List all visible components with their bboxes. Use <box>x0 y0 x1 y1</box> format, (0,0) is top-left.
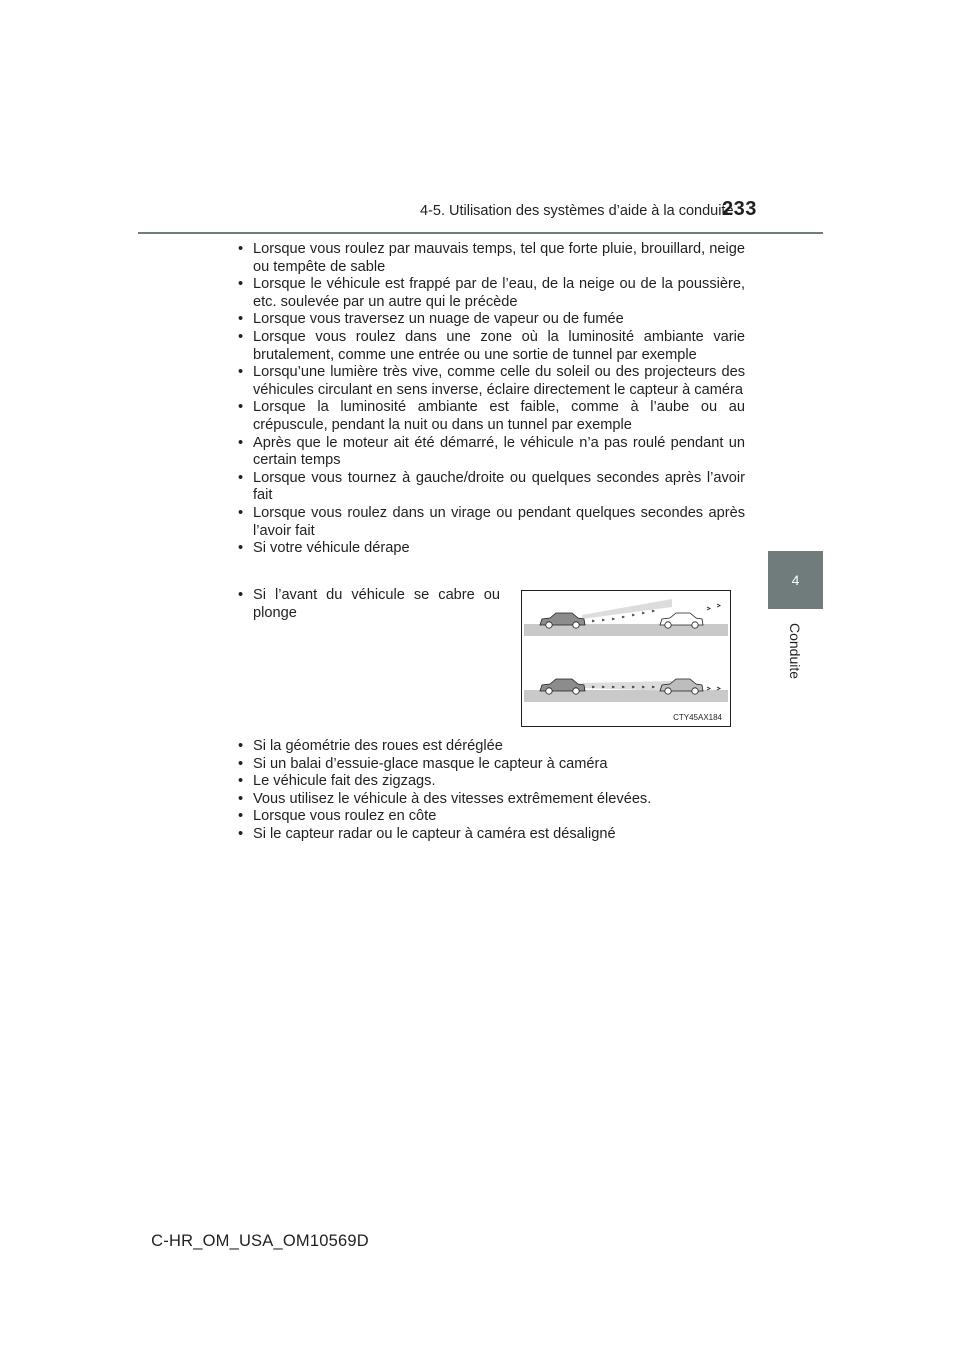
list-item: • Lorsque vous roulez en côte <box>238 808 745 826</box>
chapter-label <box>784 620 806 682</box>
conditions-list-top <box>238 241 745 558</box>
chapter-label-text: Conduite <box>787 622 804 680</box>
list-item: • Si un balai d’essuie-glace masque le capteur à caméra <box>238 756 745 774</box>
sensor-beam-diagram <box>522 591 730 726</box>
figure-code: CTY45AX184 <box>673 713 722 722</box>
list-item: • Si l’avant du véhicule se cabre ou plonge <box>238 587 500 622</box>
list-item: • Lorsque vous roulez dans un virage ou pendant quelques secondes après l’avoir fait <box>238 505 745 540</box>
list-item: • Lorsqu’une lumière très vive, comme celle du soleil ou des projecteurs des véhicules circulant en sens inverse, éclaire directement le capteur à caméra <box>238 364 745 399</box>
footer-document-code: C-HR_OM_USA_OM10569D <box>151 1232 369 1250</box>
conditions-list-mid <box>238 587 500 622</box>
list-item: • Vous utilisez le véhicule à des vitesses extrêmement élevées. <box>238 791 745 809</box>
list-item: • Le véhicule fait des zigzags. <box>238 773 745 791</box>
list-item: • Si le capteur radar ou le capteur à caméra est désaligné <box>238 826 745 844</box>
radar-beam-top <box>582 599 672 619</box>
header-rule <box>138 232 823 234</box>
conditions-list-bottom <box>238 738 745 844</box>
list-item: • Si la géométrie des roues est déréglée <box>238 738 745 756</box>
chapter-number: 4 <box>791 572 800 588</box>
radar-beam-bottom <box>582 681 672 691</box>
page-number: 233 <box>722 198 757 220</box>
list-item: • Lorsque vous traversez un nuage de vapeur ou de fumée <box>238 311 745 329</box>
list-item: • Après que le moteur ait été démarré, le véhicule n’a pas roulé pendant un certain temps <box>238 435 745 470</box>
list-item: • Si votre véhicule dérape <box>238 540 745 558</box>
list-item: • Lorsque vous roulez dans une zone où la luminosité ambiante varie brutalement, comme une entrée ou une sortie de tunnel par exemple <box>238 329 745 364</box>
pitching-vehicle-illustration <box>521 590 731 727</box>
list-item: • Lorsque le véhicule est frappé par de l’eau, de la neige ou de la poussière, etc. soulevée par un autre qui le précède <box>238 276 745 311</box>
header-section-title: 4-5. Utilisation des systèmes d’aide à la conduite <box>420 203 734 219</box>
chapter-tab <box>768 551 823 609</box>
list-item: • Lorsque vous tournez à gauche/droite ou quelques secondes après l’avoir fait <box>238 470 745 505</box>
list-item: • Lorsque la luminosité ambiante est faible, comme à l’aube ou au crépuscule, pendant la nuit ou dans un tunnel par exemple <box>238 399 745 434</box>
list-item: • Lorsque vous roulez par mauvais temps, tel que forte pluie, brouillard, neige ou tempête de sable <box>238 241 745 276</box>
